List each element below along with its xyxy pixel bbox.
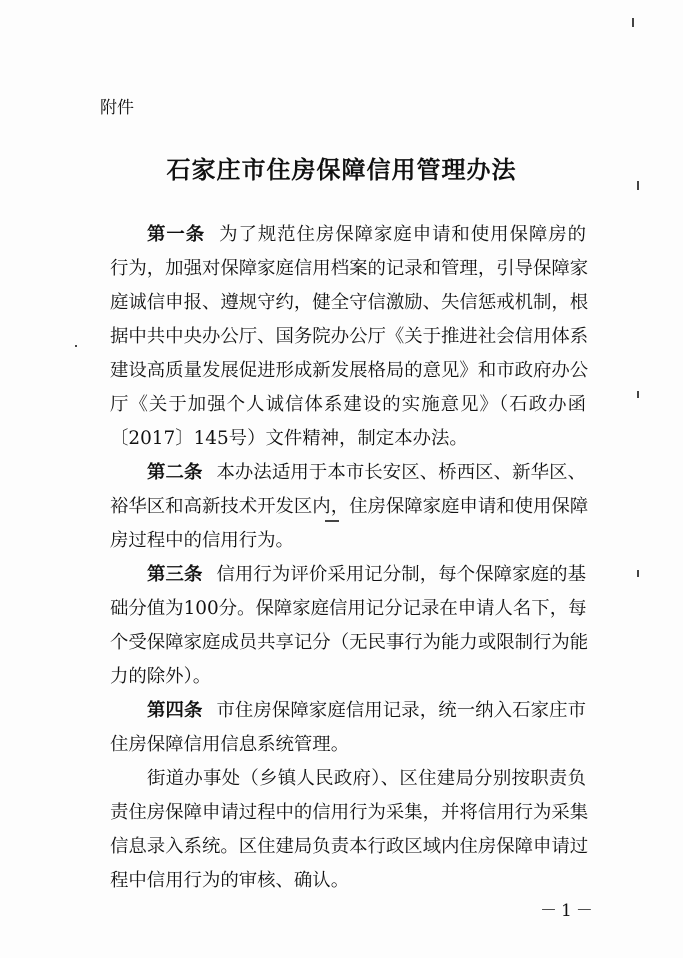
page-number: －1－ <box>540 901 597 921</box>
scan-mark <box>325 520 339 522</box>
article-1-line-2: 行为，加强对保障家庭信用档案的记录和管理，引导保障家 <box>110 258 589 279</box>
article-3-line-4: 力的除外）。 <box>110 666 212 687</box>
article-3-label: 第三条 <box>147 564 203 585</box>
article-1-line-5: 建设高质量发展促进形成新发展格局的意见》和市政府办公 <box>110 360 589 381</box>
article-2-label: 第二条 <box>147 462 203 483</box>
article-4-label: 第四条 <box>147 700 203 721</box>
article-1-label: 第一条 <box>147 224 206 245</box>
paragraph-5-line-1: 街道办事处（乡镇人民政府）、区住建局分别按职责负 <box>147 768 586 789</box>
article-4-line-1: 第四条 市住房保障家庭信用记录，统一纳入石家庄市 <box>147 700 586 721</box>
article-2-line-1: 第二条 本办法适用于本市长安区、桥西区、新华区、 <box>147 462 586 483</box>
scan-mark <box>637 181 639 190</box>
paragraph-5-line-4: 程中信用行为的审核、确认。 <box>110 870 350 891</box>
article-3-line-1: 第三条 信用行为评价采用记分制，每个保障家庭的基 <box>147 564 586 585</box>
scan-mark <box>632 18 634 27</box>
article-1-line-4: 据中共中央办公厅、国务院办公厅《关于推进社会信用体系 <box>110 326 589 347</box>
article-2-line-2: 裕华区和高新技术开发区内，住房保障家庭申请和使用保障 <box>110 496 589 517</box>
article-4-line-2: 住房保障信用信息系统管理。 <box>110 734 350 755</box>
paragraph-5-line-3: 信息录入系统。区住建局负责本行政区域内住房保障申请过 <box>110 836 589 857</box>
paragraph-5-line-2: 责住房保障申请过程中的信用行为采集，并将信用行为采集 <box>110 802 589 823</box>
article-3-line-2: 础分值为100分。保障家庭信用记分记录在申请人名下，每 <box>110 598 587 619</box>
article-3-line-3: 个受保障家庭成员共享记分（无民事行为能力或限制行为能 <box>110 632 589 653</box>
article-1-line-1: 第一条 为了规范住房保障家庭申请和使用保障房的 <box>147 224 586 245</box>
scan-mark <box>637 391 639 398</box>
scan-mark <box>75 345 77 347</box>
article-2-line-3: 房过程中的信用行为。 <box>110 530 294 551</box>
scan-mark <box>637 570 639 577</box>
document-title: 石家庄市住房保障信用管理办法 <box>166 156 517 184</box>
article-1-line-3: 庭诚信申报、遵规守约，健全守信激励、失信惩戒机制，根 <box>110 292 589 313</box>
attachment-label: 附件 <box>100 98 134 118</box>
article-1-line-6: 厅《关于加强个人诚信体系建设的实施意见》（石政办函 <box>110 394 586 415</box>
article-1-line-7: 〔2017〕145号）文件精神，制定本办法。 <box>110 428 468 449</box>
